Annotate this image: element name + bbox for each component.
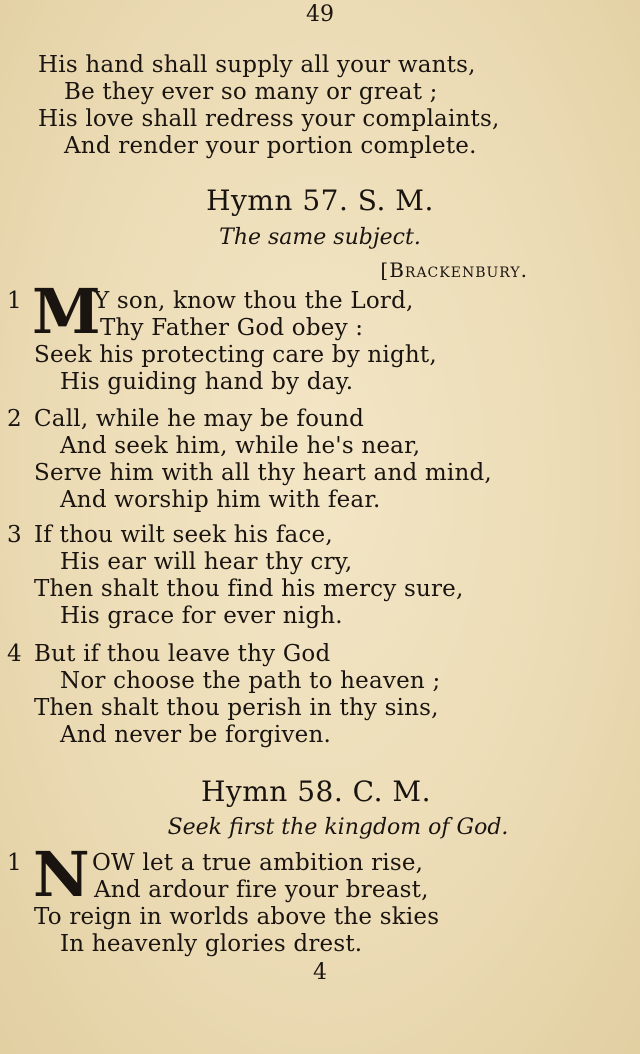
stanza-line: His hand shall supply all your wants, [38,52,476,78]
hymn-subtitle: The same subject. [219,225,421,250]
drop-cap: M [32,275,101,348]
verse-number: 4 [7,641,22,667]
verse-line: Nor choose the path to heaven ; [60,668,441,694]
stanza-line: And render your portion complete. [64,133,477,159]
verse-line: And ardour fire your breast, [94,877,429,903]
hymn-title: Hymn 58. C. M. [201,775,431,808]
verse-number: 1 [7,288,22,314]
verse-line: And worship him with fear. [60,487,381,513]
verse-number: 2 [7,406,22,432]
verse-line: To reign in worlds above the skies [34,904,440,930]
hymn-subtitle: Seek first the kingdom of God. [167,815,509,840]
verse-line: Seek his protecting care by night, [34,342,437,368]
verse-line: His guiding hand by day. [60,369,354,395]
verse-line: Then shalt thou perish in thy sins, [34,695,439,721]
verse-line: Serve him with all thy heart and mind, [34,460,492,486]
verse-number: 1 [7,850,22,876]
verse-line: Call, while he may be found [34,406,365,432]
hymn-title: Hymn 57. S. M. [206,184,434,217]
verse-line: In heavenly glories drest. [60,931,363,957]
verse-line: If thou wilt seek his face, [34,522,333,548]
stanza-line: His love shall redress your complaints, [38,106,500,132]
verse-line: OW let a true ambition rise, [92,850,424,876]
verse-line: Y son, know thou the Lord, [94,288,414,314]
drop-cap: N [33,838,90,911]
verse-line: His ear will hear thy cry, [60,549,353,575]
signature-mark: 4 [313,960,327,985]
verse-line: But if thou leave thy God [34,641,331,667]
hymn-author: [Brackenbury. [380,258,528,282]
page-number: 49 [306,2,334,27]
verse-line: And seek him, while he's near, [60,433,421,459]
verse-line: Thy Father God obey : [100,315,364,341]
verse-line: Then shalt thou find his mercy sure, [34,576,464,602]
stanza-line: Be they ever so many or great ; [64,79,438,105]
verse-line: His grace for ever nigh. [60,603,343,629]
verse-line: And never be forgiven. [60,722,332,748]
verse-number: 3 [7,522,22,548]
